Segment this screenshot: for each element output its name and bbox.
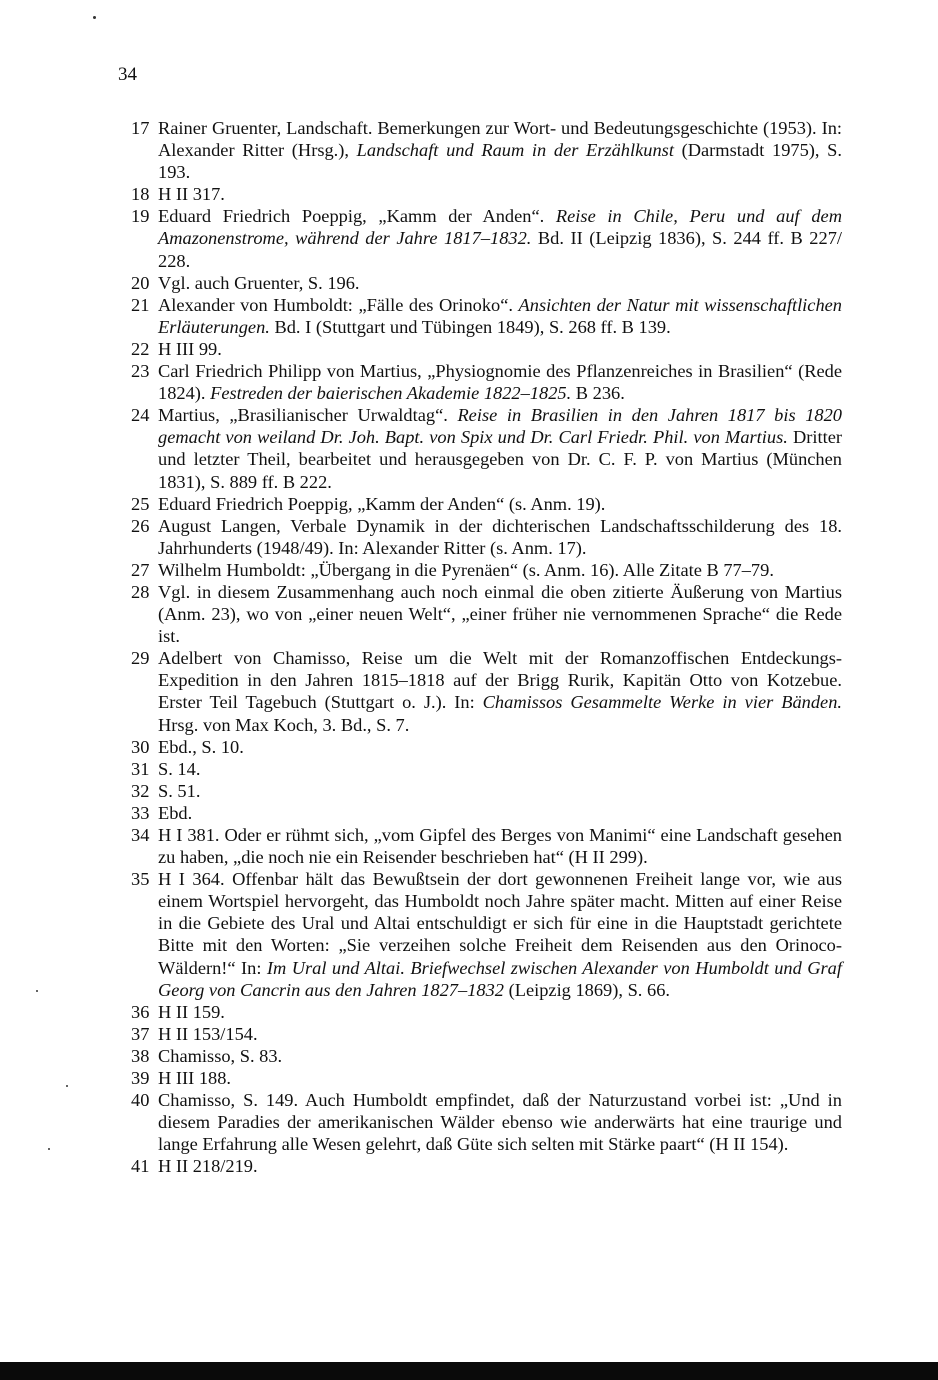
footnote-text-part: August Langen, Verbale Dynamik in der dichterischen Landschaftsschilderung des 18. Jahrhunderts (1948/49). In: Alexander Ritter (s. Anm. 17). xyxy=(158,515,842,558)
footnote-19 xyxy=(118,205,842,271)
footnote-text-part: H III 99. xyxy=(158,338,222,359)
footnote-text-part: Dritter und letzter Theil, bearbeitet und herausgegeben von Dr. C. F. P. von Martius (München 1831), S. 889 ff. B 222. xyxy=(158,427,842,492)
footnote-text xyxy=(158,295,842,337)
footnote-40 xyxy=(118,1089,842,1155)
footnote-34 xyxy=(118,824,842,868)
footnotes-list xyxy=(118,117,842,1178)
footnote-text xyxy=(158,118,842,182)
footnote-italic-title: Festreden der baierischen Akademie 1822–1825. xyxy=(210,383,572,404)
footnote-text-part: (Darmstadt 1975), S. 193. xyxy=(158,140,842,183)
footnote-21 xyxy=(118,294,842,338)
footnote-number: 35 xyxy=(131,869,150,890)
footnote-text-part: Martius, „Brasilianischer Urwaldtag“. xyxy=(158,405,458,426)
footnote-text-part: H III 188. xyxy=(158,1068,232,1089)
footnote-number: 22 xyxy=(131,338,150,359)
footnote-number: 23 xyxy=(131,361,150,382)
footnote-39 xyxy=(118,1067,842,1089)
footnote-number: 17 xyxy=(131,118,150,138)
footnote-text-part: Adelbert von Chamisso, Reise um die Welt mit der Romanzoffischen Entdeckungs-Expedition in den Jahren 1815–1818 auf der Brigg Rurik, Kapitän Otto von Kotzebue. Erster Teil Tagebuch (Stuttgart o. J.). In: xyxy=(158,648,842,713)
scan-speck xyxy=(66,1085,68,1087)
footnote-27 xyxy=(118,559,842,581)
footnote-text-part: B 236. xyxy=(571,383,625,404)
footnote-number: 26 xyxy=(131,515,150,536)
scan-speck xyxy=(36,990,38,992)
footnote-text xyxy=(158,759,200,779)
footnote-text-part: Vgl. auch Gruenter, S. 196. xyxy=(158,272,360,293)
footnote-text-part: Bd. II (Leipzig 1836), S. 244 ff. B 227/ 228. xyxy=(158,228,842,271)
footnote-number: 18 xyxy=(131,184,150,205)
footnote-text-part: Wilhelm Humboldt: „Übergang in die Pyrenäen“ (s. Anm. 16). Alle Zitate B 77–79. xyxy=(158,559,774,580)
footnote-number: 19 xyxy=(131,206,150,227)
footnote-italic-title: Reise in Brasilien in den Jahren 1817 bis 1820 gemacht von weiland Dr. Joh. Bapt. von Spix und Dr. Carl Friedr. Phil. von Martius. xyxy=(158,405,842,448)
footnote-text-part: H I 381. Oder er rühmt sich, „vom Gipfel des Berges von Manimi“ eine Landschaft gesehen zu haben, „die noch nie ein Reisender beschrieben hat“ (H II 299). xyxy=(158,825,842,868)
footnote-20 xyxy=(118,272,842,294)
footnote-italic-title: Landschaft und Raum in der Erzählkunst xyxy=(356,140,674,161)
footnote-text-part: Chamisso, S. 83. xyxy=(158,1045,283,1066)
footnote-text-part: H I 364. Offenbar hält das Bewußtsein der dort gewonnenen Freiheit lange vor, wie aus einem Wortspiel hervorgeht, das Humboldt noch Jahre später macht. Mitten auf einer Reise in die Gebiete des Ural und Altai entschuldigt er sich für eine in die Hauptstadt gerichtete Bitte mit den Worten: „Sie verzeihen solche Freiheit dem Reisenden aus den Orinoco-Wäldern!“ In: xyxy=(158,869,842,978)
footnote-text-part: Chamisso, S. 149. Auch Humboldt empfindet, daß der Naturzustand vorbei ist: „Und in diesem Paradies der amerikanischen Wälder ebenso wie anderwärts hat eine traurige und lange Erfahrung alle Wesen gelehrt, daß Güte sich selten mit Stärke paart“ (H II 154). xyxy=(158,1090,842,1155)
footnote-text xyxy=(158,184,225,204)
footnote-text-part: S. 51. xyxy=(158,780,201,801)
footnote-number: 36 xyxy=(131,1001,150,1022)
footnote-text xyxy=(158,1046,282,1066)
footnote-26 xyxy=(118,515,842,559)
footnote-text xyxy=(158,1156,258,1176)
page-number: 34 xyxy=(118,64,137,85)
footnote-25 xyxy=(118,493,842,515)
footnote-text-part: Alexander von Humboldt: „Fälle des Orinoko“. xyxy=(158,294,519,315)
footnote-text-part: H II 317. xyxy=(158,184,225,205)
footnote-17 xyxy=(118,117,842,183)
footnote-number: 24 xyxy=(131,405,150,426)
footnote-number: 40 xyxy=(131,1090,150,1111)
footnote-text xyxy=(158,1090,842,1154)
footnote-text xyxy=(158,339,222,359)
footnote-text-part: Ebd. xyxy=(158,802,193,823)
footnote-text-part: (Leipzig 1869), S. 66. xyxy=(503,979,670,1000)
footnote-text xyxy=(158,803,192,823)
footnote-number: 25 xyxy=(131,493,150,514)
footnote-italic-title: Reise in Chile, Peru und auf dem Amazonenstrome, während der Jahre 1817–1832. xyxy=(158,206,842,249)
footnote-text xyxy=(158,361,842,403)
footnote-italic-title: Chamissos Gesammelte Werke in vier Bänden. xyxy=(482,692,842,713)
footnote-text xyxy=(158,405,842,491)
footnote-text xyxy=(158,206,842,270)
footnote-number: 20 xyxy=(131,272,150,293)
footnote-22 xyxy=(118,338,842,360)
footnote-number: 37 xyxy=(131,1023,150,1044)
footnote-text xyxy=(158,737,244,757)
footnote-text xyxy=(158,1024,258,1044)
footnote-33 xyxy=(118,802,842,824)
footnote-text xyxy=(158,516,842,558)
footnote-text xyxy=(158,494,605,514)
footnote-text xyxy=(158,1002,225,1022)
footnote-text-part: Eduard Friedrich Poeppig, „Kamm der Anden“. xyxy=(158,206,556,227)
footnote-text-part: Vgl. in diesem Zusammenhang auch noch einmal die oben zitierte Äußerung von Martius (Anm. 23), wo von „einer neuen Welt“, „einer früher nie vernommenen Sprache“ die Rede ist. xyxy=(158,581,842,647)
footnote-number: 21 xyxy=(131,294,150,315)
footnote-text-part: Carl Friedrich Philipp von Martius, „Physiognomie des Pflanzenreiches in Brasilien“ (Rede 1824). xyxy=(158,361,842,404)
footnote-text xyxy=(158,781,200,801)
footnote-number: 27 xyxy=(131,559,150,580)
footnote-text-part: Ebd., S. 10. xyxy=(158,736,244,757)
footnote-number: 34 xyxy=(131,825,150,845)
footnote-number: 41 xyxy=(131,1156,150,1177)
footnote-36 xyxy=(118,1001,842,1023)
footnote-text xyxy=(158,1068,231,1088)
footnote-text-part: H II 153/154. xyxy=(158,1023,258,1044)
footnote-37 xyxy=(118,1023,842,1045)
footnote-text xyxy=(158,273,360,293)
footnote-text xyxy=(158,560,774,580)
footnote-text-part: Hrsg. von Max Koch, 3. Bd., S. 7. xyxy=(158,714,410,735)
footnote-italic-title: Im Ural und Altai. Briefwechsel zwischen Alexander von Humboldt und Graf Georg von Cancrin aus den Jahren 1827–1832 xyxy=(158,957,842,1000)
footnote-18 xyxy=(118,183,842,205)
footnote-32 xyxy=(118,780,842,802)
footnote-text xyxy=(158,825,842,867)
scan-speck xyxy=(48,1148,50,1150)
footnote-number: 32 xyxy=(131,780,150,801)
footnote-text-part: H II 218/219. xyxy=(158,1156,258,1177)
footnote-text xyxy=(158,869,842,999)
footnote-number: 31 xyxy=(131,758,150,779)
footnote-29 xyxy=(118,647,842,735)
footnote-number: 28 xyxy=(131,581,150,602)
scan-border xyxy=(0,1362,938,1380)
footnote-30 xyxy=(118,736,842,758)
footnote-text-part: Rainer Gruenter, Landschaft. Bemerkungen zur Wort- und Bedeutungsgeschichte (1953). In: Alexander Ritter (Hrsg.), xyxy=(158,118,842,161)
footnote-23 xyxy=(118,360,842,404)
footnote-number: 29 xyxy=(131,648,150,669)
footnote-38 xyxy=(118,1045,842,1067)
scan-speck xyxy=(93,16,96,19)
footnote-24 xyxy=(118,404,842,492)
footnote-number: 39 xyxy=(131,1068,150,1089)
footnote-number: 30 xyxy=(131,736,150,757)
footnote-41 xyxy=(118,1155,842,1177)
footnote-31 xyxy=(118,758,842,780)
footnote-text xyxy=(158,582,842,646)
footnote-28 xyxy=(118,581,842,647)
footnote-text-part: S. 14. xyxy=(158,758,201,779)
footnote-number: 33 xyxy=(131,802,150,823)
footnote-35 xyxy=(118,868,842,1001)
footnote-number: 38 xyxy=(131,1045,150,1066)
footnote-text xyxy=(158,648,842,734)
footnote-italic-title: Ansichten der Natur mit wissenschaftlichen Erläuterungen. xyxy=(158,294,842,337)
footnote-text-part: H II 159. xyxy=(158,1001,225,1022)
footnote-text-part: Bd. I (Stuttgart und Tübingen 1849), S. 268 ff. B 139. xyxy=(269,316,671,337)
footnote-text-part: Eduard Friedrich Poeppig, „Kamm der Anden“ (s. Anm. 19). xyxy=(158,493,606,514)
